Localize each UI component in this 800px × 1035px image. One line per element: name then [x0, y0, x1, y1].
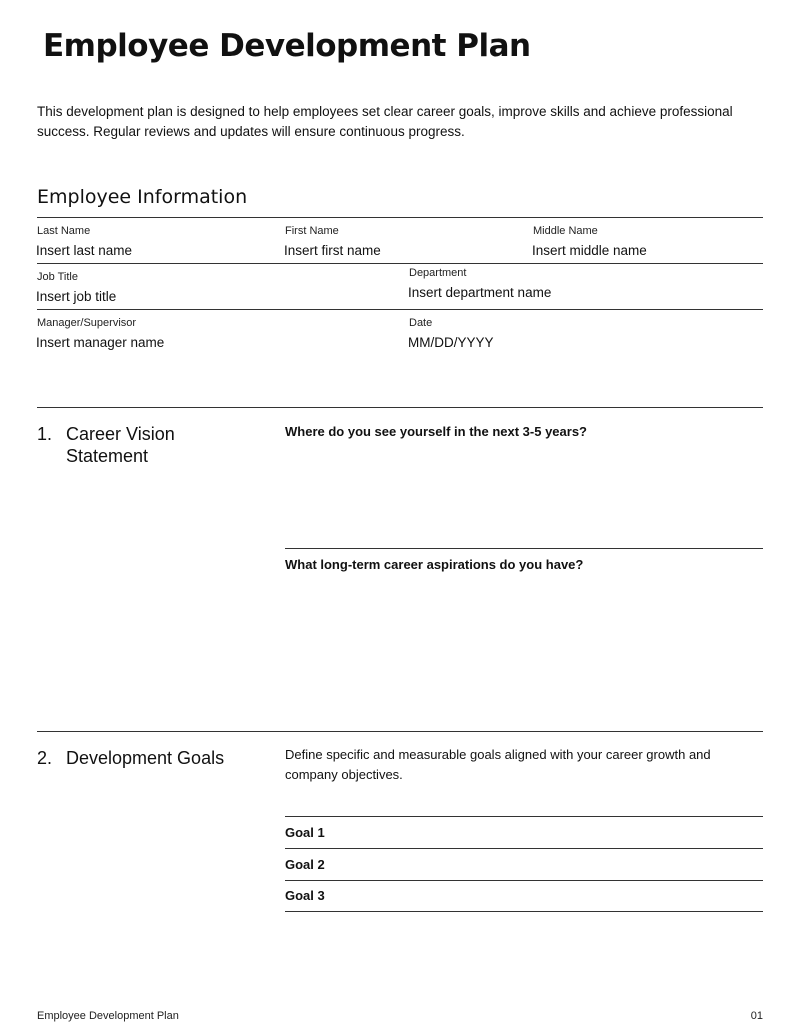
department-label: Department — [409, 267, 467, 279]
career-vision-question-2: What long-term career aspirations do you have? — [285, 557, 584, 572]
development-goals-description: Define specific and measurable goals aligned with your career growth and company objectives. — [285, 747, 711, 782]
date-field[interactable]: MM/DD/YYYY — [408, 335, 494, 350]
first-name-field[interactable]: Insert first name — [284, 243, 381, 258]
development-goals-heading — [37, 747, 224, 769]
first-name-label: First Name — [285, 225, 339, 237]
divider — [37, 263, 763, 264]
divider — [37, 309, 763, 310]
section-title-line2: Statement — [66, 446, 149, 466]
section-number: 1. — [37, 424, 53, 444]
goal-2[interactable]: Goal 2 — [285, 857, 325, 872]
job-title-field[interactable]: Insert job title — [36, 289, 117, 304]
manager-field[interactable]: Insert manager name — [36, 335, 165, 350]
manager-label: Manager/Supervisor — [37, 317, 137, 329]
divider — [285, 816, 763, 817]
career-vision-question-1: Where do you see yourself in the next 3-5 years? — [285, 424, 587, 439]
goal-3[interactable]: Goal 3 — [285, 888, 325, 903]
section-divider — [37, 731, 763, 732]
intro-paragraph: This development plan is designed to help employees set clear career goals, improve skills and achieve professional success. Regular reviews and updates will ensure continuous progress. — [37, 104, 733, 139]
department-field[interactable]: Insert department name — [408, 285, 552, 300]
middle-name-label: Middle Name — [533, 225, 598, 237]
page-number: 01 — [750, 1010, 763, 1022]
divider — [285, 911, 763, 912]
job-title-label: Job Title — [37, 271, 78, 283]
footer-title: Employee Development Plan — [37, 1010, 179, 1022]
page-title: Employee Development Plan — [43, 28, 531, 64]
section-divider — [37, 407, 763, 408]
last-name-field[interactable]: Insert last name — [36, 243, 133, 258]
section-title-line1: Career Vision — [66, 424, 175, 444]
divider — [285, 880, 763, 881]
divider — [285, 848, 763, 849]
section-number: 2. — [37, 748, 53, 768]
section-title: Development Goals — [66, 748, 225, 768]
date-label: Date — [409, 317, 433, 329]
employee-info-heading: Employee Information — [37, 186, 248, 208]
divider — [285, 548, 763, 549]
goal-1[interactable]: Goal 1 — [285, 825, 325, 840]
last-name-label: Last Name — [37, 225, 91, 237]
career-vision-heading — [37, 423, 175, 467]
middle-name-field[interactable]: Insert middle name — [532, 243, 647, 258]
divider — [37, 217, 763, 218]
